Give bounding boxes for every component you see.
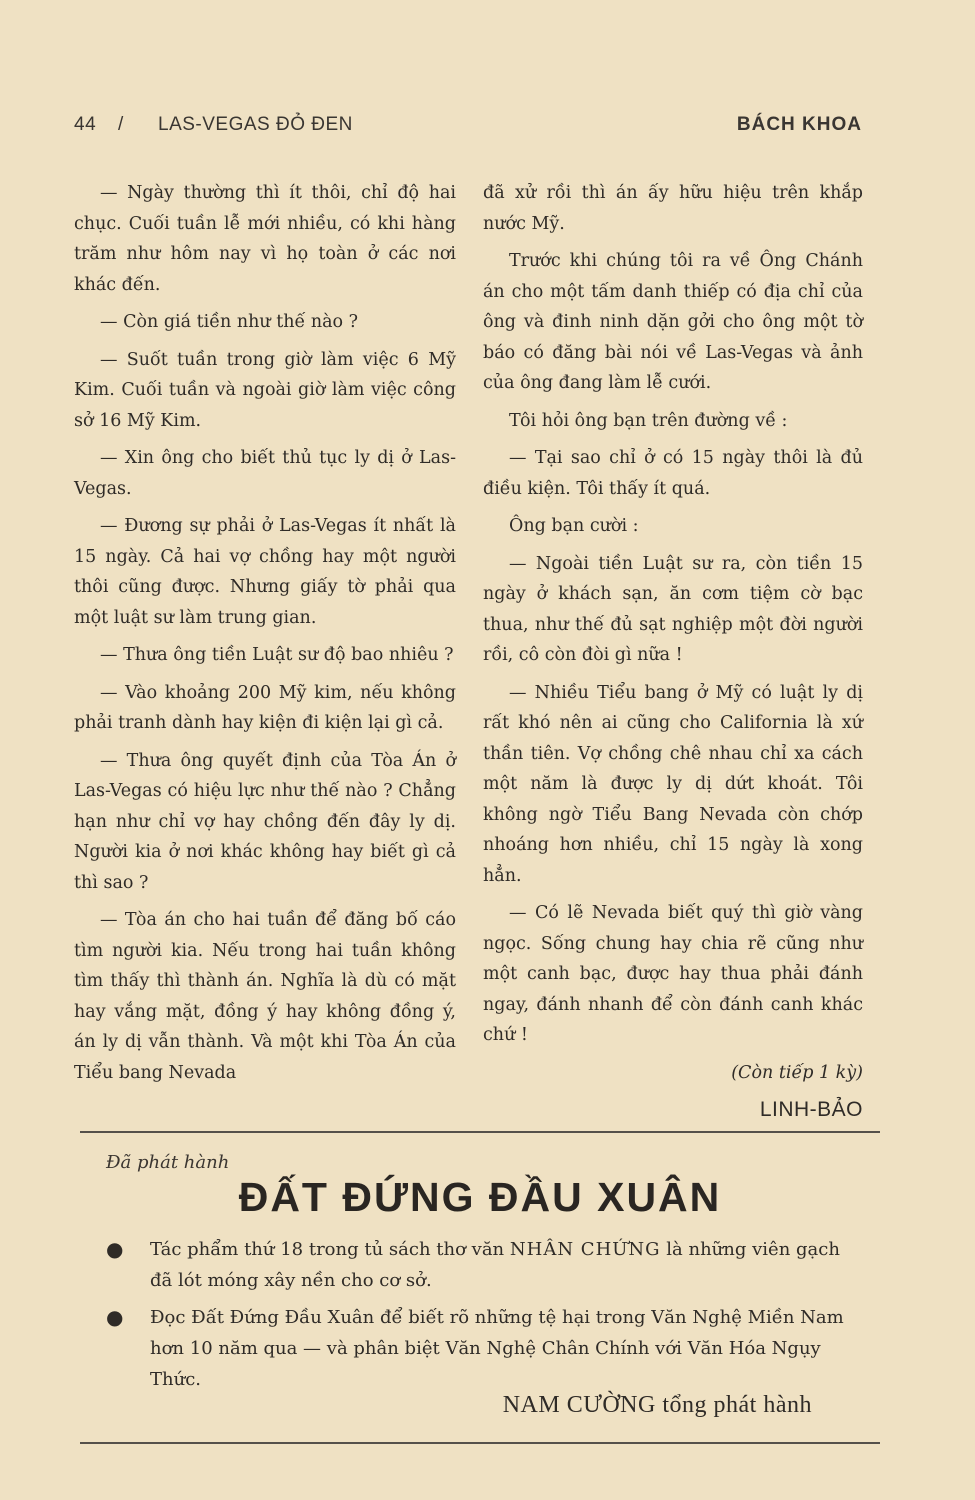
- ad-bullet-item: [106, 1234, 850, 1296]
- article-title: LAS-VEGAS ĐỎ ĐEN: [158, 114, 353, 135]
- series-name: NHÂN CHỨNG: [509, 1239, 661, 1260]
- ad-distributor: NAM CƯỜNG tổng phát hành: [502, 1392, 812, 1418]
- ad-top-rule: [80, 1131, 880, 1133]
- paragraph: — Đương sự phải ở Las-Vegas ít nhất là 15 ngày. Cả hai vợ chồng hay một người thôi cũng được. Nhưng giấy tờ phải qua một luật sư làm trung gian.: [74, 516, 456, 628]
- ad-item-text: Tác phẩm thứ 18 trong tủ sách thơ văn: [150, 1239, 510, 1260]
- left-column: [74, 178, 456, 1095]
- magazine-name: BÁCH KHOA: [736, 114, 862, 135]
- bullet-icon: ●: [106, 1237, 124, 1261]
- right-column: [483, 178, 863, 1133]
- ad-bullet-item: [106, 1302, 850, 1395]
- paragraph: — Ngoài tiền Luật sư ra, còn tiền 15 ngày ở khách sạn, ăn cơm tiệm cờ bạc thua, như thế đủ sạt nghiệp một đời người rồi, cô còn đòi gì nữa !: [483, 553, 863, 665]
- paragraph: — Nhiều Tiểu bang ở Mỹ có luật ly dị rất khó nên ai cũng cho California là xứ thần tiên. Vợ chồng chê nhau chỉ xa cách một năm là được ly dị dứt khoát. Tôi không ngờ Tiểu Bang Nevada còn chớp nhoáng hơn nhiều, chỉ 15 ngày là xong hẳn.: [483, 682, 863, 886]
- paragraph: Tôi hỏi ông bạn trên đường về :: [509, 410, 788, 431]
- continued-note: (Còn tiếp 1 kỳ): [731, 1062, 863, 1083]
- paragraph: — Xin ông cho biết thủ tục ly dị ở Las-Vegas.: [74, 448, 456, 499]
- paragraph: — Tại sao chỉ ở có 15 ngày thôi là đủ điều kiện. Tôi thấy ít quá.: [483, 448, 863, 499]
- page-header: [74, 114, 862, 142]
- paragraph: Trước khi chúng tôi ra về Ông Chánh án cho một tấm danh thiếp có địa chỉ của ông và đinh ninh dặn gởi cho ông một tờ báo có đăng bài nói về Las-Vegas và ảnh của ông đang làm lễ cưới.: [483, 251, 863, 393]
- paragraph: — Còn giá tiền như thế nào ?: [100, 312, 359, 332]
- page-number: 44: [74, 114, 97, 135]
- paragraph: — Suốt tuần trong giờ làm việc 6 Mỹ Kim. Cuối tuần và ngoài giờ làm việc công sở 16 Mỹ Kim.: [74, 349, 456, 431]
- paragraph-continuation: đã xử rồi thì án ấy hữu hiệu trên khắp nước Mỹ.: [483, 183, 863, 234]
- ad-item-text: Đọc Đất Đứng Đầu Xuân để biết rõ những tệ hại trong Văn Nghệ Miền Nam hơn 10 năm qua — và phân biệt Văn Nghệ Chân Chính với Văn Hóa Ngụy Thức.: [150, 1307, 844, 1390]
- paragraph: — Tòa án cho hai tuần để đăng bố cáo tìm người kia. Nếu trong hai tuần không tìm thấy thì thành án. Nghĩa là dù có mặt hay vắng mặt, đồng ý hay không đồng ý, án ly dị vẫn thành. Và một khi Tòa Án của Tiểu bang Nevada: [74, 910, 456, 1083]
- author-signature: LINH-BẢO: [759, 1098, 863, 1121]
- ad-kicker: Đã phát hành: [106, 1152, 230, 1173]
- ad-item-text: là những viên gạch đã lót móng xây nền cho cơ sở.: [150, 1239, 840, 1291]
- header-separator: /: [118, 114, 124, 135]
- ad-book-title: ĐẤT ĐỨNG ĐẦU XUÂN: [238, 1174, 722, 1220]
- paragraph: — Ngày thường thì ít thôi, chỉ độ hai chục. Cuối tuần lễ mới nhiều, có khi hàng trăm như hôm nay vì họ toàn ở các nơi khác đến.: [74, 183, 456, 295]
- bullet-icon: ●: [106, 1305, 124, 1329]
- paragraph: — Có lẽ Nevada biết quý thì giờ vàng ngọc. Sống chung hay chia rẽ cũng như một canh bạc, được hay thua phải đánh ngay, đánh nhanh để còn đánh canh khác chứ !: [483, 903, 863, 1045]
- paragraph: Ông bạn cười :: [509, 516, 639, 536]
- paragraph: — Thưa ông quyết định của Tòa Án ở Las-Vegas có hiệu lực như thế nào ? Chẳng hạn như chỉ vợ hay chồng đến đây ly dị. Người kia ở nơi khác không hay biết gì cả thì sao ?: [74, 750, 456, 893]
- ad-bottom-rule: [80, 1442, 880, 1444]
- paragraph: — Vào khoảng 200 Mỹ kim, nếu không phải tranh dành hay kiện đi kiện lại gì cả.: [74, 682, 456, 733]
- paragraph: — Thưa ông tiền Luật sư độ bao nhiêu ?: [100, 645, 454, 665]
- book-advertisement: [80, 1140, 880, 1440]
